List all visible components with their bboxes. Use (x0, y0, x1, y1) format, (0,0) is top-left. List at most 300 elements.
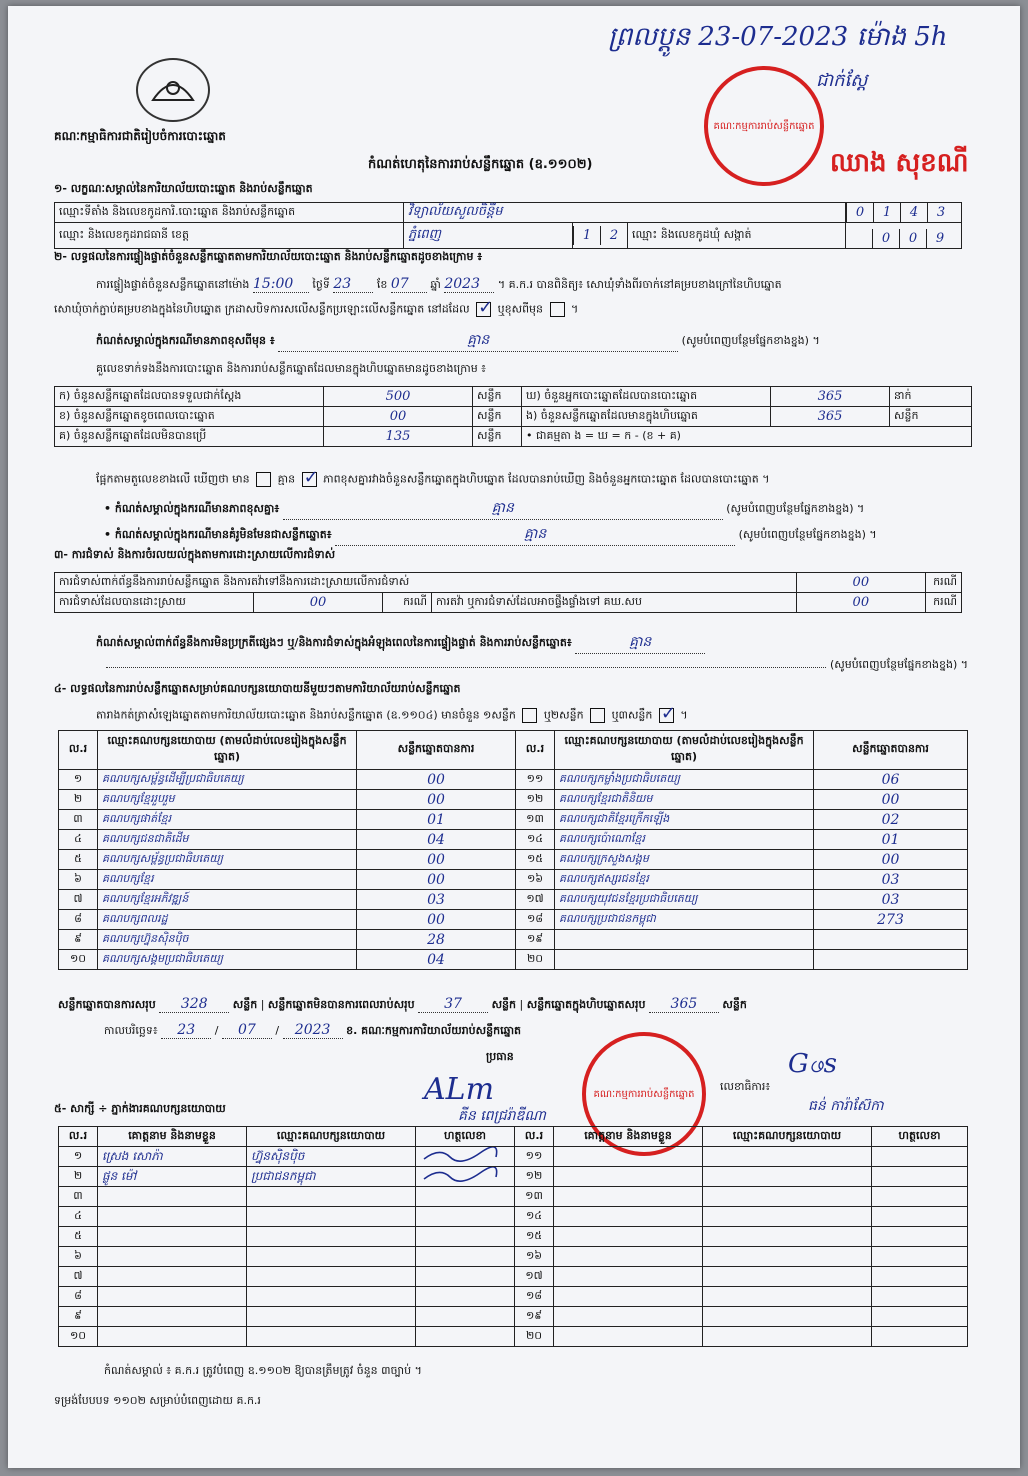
party-name: គណបក្សសម្ព័ន្ធប្រជាធិបតេយ្យ (98, 850, 357, 870)
row-number: ៥ (59, 850, 98, 870)
col-party: ឈ្មោះគណបក្សនយោបាយ (តាមលំដាប់លេខរៀងក្នុងសន្លឹកឆ្នោត) (555, 731, 814, 770)
figures-intro: គួលេខទាក់ទងនឹងការបោះឆ្នោត និងការរាប់សន្លឹកឆ្នោតដែលមានក្នុងហិបឆ្នោតមានដូចខាងក្រោម ៖ (96, 362, 487, 375)
row-number: ២០ (516, 950, 555, 970)
agent-party (703, 1207, 872, 1227)
row-number: ១៣ (515, 1187, 554, 1207)
agent-party (247, 1227, 416, 1247)
unit: សន្លឹក (473, 387, 522, 407)
footnote: កំណត់សម្គាល់ ៖ គ.ក.រ ត្រូវបំពេញ ឧ.១១០២ ឱ្យបានត្រឹមត្រូវ ចំនួន ៣ច្បាប់ ។ (104, 1364, 422, 1377)
agent-party (247, 1307, 416, 1327)
agent-name (554, 1267, 703, 1287)
party-name: គណបក្សខ្មែររួបរួម (98, 790, 357, 810)
col-name: គោត្តនាម និងនាមខ្លួន (554, 1127, 703, 1147)
changed-checkbox[interactable] (550, 302, 565, 317)
code-digit: 1 (873, 203, 900, 222)
unit: ករណី (925, 593, 961, 613)
fill-back-hint: (សូមបំពេញបន្ថែមផ្នែកខាងខ្នង) ។ (681, 334, 820, 347)
row-number: ១០ (59, 950, 98, 970)
col-votes: សន្លឹកឆ្នោតបានការ (357, 731, 516, 770)
note3-value: គ្មាន (335, 524, 735, 546)
agent-party (247, 1187, 416, 1207)
agent-party (703, 1227, 872, 1247)
row-number: ៣ (59, 1187, 98, 1207)
seal-text: សោឃុំចាក់ភ្ជាប់គម្របខាងក្នុងនៃហិបឆ្នោត ក្រដាសបិទការសលើសន្លឹកប្រឡោះលើសន្លឹកឆ្នោត នៅដដែល (54, 302, 470, 316)
verification-line (96, 276, 976, 294)
vote-count: 01 (814, 830, 968, 850)
party-name: គណបក្សក្រសួងសង្គម (555, 850, 814, 870)
note2-line (104, 498, 864, 520)
row-number: ៦ (59, 1247, 98, 1267)
row-number: ៨ (59, 910, 98, 930)
table-row (59, 830, 968, 850)
table-row (59, 1227, 968, 1247)
code-digit: 1 (573, 226, 600, 245)
row-number: ១៨ (515, 1287, 554, 1307)
totals-line: សន្លឹកឆ្នោតបានការសរុប 328 សន្លឹក | សន្លឹកឆ្នោតមិនបានការពេលរាប់សរុប 37 សន្លឹក | សន្លឹកឆ្នោតក្នុងហិបឆ្នោតសរុប 365 សន្លឹក (58, 996, 747, 1012)
year-value: 2023 (444, 276, 494, 293)
col-no: ល.រ (516, 731, 555, 770)
code-digit: 4 (900, 203, 927, 222)
table-row (59, 890, 968, 910)
row-number: ១៣ (516, 810, 555, 830)
row-number: ១៩ (515, 1307, 554, 1327)
no-difference-checkbox[interactable] (302, 472, 317, 487)
col-votes: សន្លឹកឆ្នោតបានការ (814, 731, 968, 770)
code-digit: 3 (927, 203, 954, 222)
official-stamp-top (704, 66, 824, 186)
party-name: គណបក្សខ្មែរអភិវឌ្ឍន៍ (98, 890, 357, 910)
comparison-line (96, 472, 976, 489)
agent-name (554, 1167, 703, 1187)
month-value: 07 (391, 276, 427, 293)
party-name: គណបក្សជនជាតិដើម (98, 830, 357, 850)
row-number: ១២ (515, 1167, 554, 1187)
province-code (573, 223, 628, 249)
agent-party: ហ្វ៊ុនស៊ិនប៉ិច (247, 1147, 416, 1167)
section1-table (54, 202, 962, 249)
table-row (59, 1307, 968, 1327)
agent-signature (416, 1227, 515, 1247)
difference-note-line (96, 330, 976, 352)
vote-count: 03 (814, 890, 968, 910)
party-name: គណបក្សពលរដ្ឋ (98, 910, 357, 930)
row-number: ៨ (59, 1287, 98, 1307)
agent-party (247, 1287, 416, 1307)
year-label: ឆ្នាំ (430, 278, 441, 291)
verification-text: ការផ្ទៀងផ្ទាត់ចំនួនសន្លឹកឆ្នោតនៅម៉ោង (96, 278, 250, 291)
agent-party (703, 1307, 872, 1327)
party-results-table (58, 730, 968, 970)
ballots-in-box-label: ង) ចំនួនសន្លឹកឆ្នោតដែលមានក្នុងហិបឆ្នោត (522, 407, 771, 427)
nec-emblem-icon (136, 58, 210, 122)
row-number: ១៤ (516, 830, 555, 850)
agent-signature (872, 1187, 968, 1207)
vote-count: 00 (357, 910, 516, 930)
stamp-text: គណៈកម្មការរាប់សន្លឹកឆ្នោត (713, 120, 815, 132)
party-name: គណបក្សសម្ព័ន្ធដើម្បីប្រជាធិបតេយ្យ (98, 770, 357, 790)
objections-table (54, 572, 962, 613)
date-year: 2023 (283, 1022, 343, 1039)
agent-party (247, 1247, 416, 1267)
section2-title: ២- លទ្ធផលនៃការផ្ទៀងផ្ទាត់ចំនួនសន្លឹកឆ្នោតតាមការិយាល័យបោះឆ្នោត និងរាប់សន្លឹកឆ្នោតដូចខាងក្រោម ៖ (54, 250, 483, 263)
agent-party (703, 1167, 872, 1187)
agent-party (703, 1247, 872, 1267)
agent-party (247, 1207, 416, 1227)
agent-signature (416, 1187, 515, 1207)
total-valid-value: 328 (159, 996, 229, 1013)
spoiled-ballots-value: 00 (324, 407, 473, 427)
agent-name (554, 1227, 703, 1247)
table-row (59, 1147, 968, 1167)
agent-party (703, 1147, 872, 1167)
table-row (59, 1267, 968, 1287)
appeals-label: ការតវ៉ា ឬការជំទាស់ដែលអាចផ្ទឹងផ្ទាំងទៅ គឃ.សប (432, 593, 797, 613)
resolved-label: ការជំទាស់ដែលបានដោះស្រាយ (55, 593, 254, 613)
objections-value: 00 (796, 573, 925, 593)
row-number: ១៥ (515, 1227, 554, 1247)
total-box-label: សន្លឹកឆ្នោតក្នុងហិបឆ្នោតសរុប (526, 998, 646, 1011)
vote-count: 06 (814, 770, 968, 790)
voters-value: 365 (771, 387, 890, 407)
row-number: ១៦ (515, 1247, 554, 1267)
table-row (59, 910, 968, 930)
party-name (555, 930, 814, 950)
agent-name (98, 1187, 247, 1207)
row-number: ៩ (59, 1307, 98, 1327)
spoiled-ballots-label: ខ) ចំនួនសន្លឹកឆ្នោតខូចពេលបោះឆ្នោត (55, 407, 324, 427)
table-row (59, 1327, 968, 1347)
date-label: កាលបរិច្ឆេទ៖ (104, 1024, 158, 1037)
agent-name: ផ្លូន ម៉ៅ (98, 1167, 247, 1187)
secretary-signature: Gဖs (788, 1049, 837, 1079)
unit: សន្លឹក (722, 998, 747, 1011)
agent-name (554, 1307, 703, 1327)
agent-signature (416, 1207, 515, 1227)
agent-signature (872, 1287, 968, 1307)
row-number: ១៦ (516, 870, 555, 890)
two-sheets-checkbox[interactable] (590, 708, 605, 723)
section3-title: ៣- ការជំទាស់ និងការចំរលយល់ក្នុងតាមការដោះស្រាយលើការជំទាស់ (54, 548, 336, 561)
agent-name (98, 1247, 247, 1267)
party-name: គណបក្សខ្មែរ (98, 870, 357, 890)
three-sheets-label: ឬ៣សន្លឹក (611, 708, 653, 722)
unit: សន្លឹក (473, 427, 522, 447)
col-party: ឈ្មោះគណបក្សនយោបាយ (703, 1127, 872, 1147)
code-digit: 2 (600, 226, 627, 245)
agent-signature (416, 1247, 515, 1267)
agent-name (98, 1307, 247, 1327)
row-number: ១៤ (515, 1207, 554, 1227)
voters-label: ឃ) ចំនួនអ្នកបោះឆ្នោតដែលបានបោះឆ្នោត (522, 387, 771, 407)
col-party: ឈ្មោះគណបក្សនយោបាយ (247, 1127, 416, 1147)
agent-signature (416, 1307, 515, 1327)
table-row (59, 1287, 968, 1307)
agent-signature (872, 1307, 968, 1327)
vote-count: 00 (814, 790, 968, 810)
vote-count: 02 (814, 810, 968, 830)
party-name: គណបក្សជាតិខ្មែរក្រើកឡើង (555, 810, 814, 830)
code-digit: 0 (846, 203, 873, 222)
agent-signature (872, 1227, 968, 1247)
comparison-text: ផ្អែកតាមតួលេខខាងលើ ឃើញថា មាន (96, 472, 250, 486)
handwritten-sub-note: ជាក់ស្ដែ (816, 70, 868, 91)
section1-title: ១- លក្ខណៈសម្គាល់នៃការិយាល័យបោះឆ្នោត និងរាប់សន្លឹកឆ្នោត (54, 182, 313, 195)
row-number: ៩ (59, 930, 98, 950)
day-label: ថ្ងៃទី (312, 278, 330, 291)
agent-signature (872, 1147, 968, 1167)
signing-date-line: កាលបរិច្ឆេទ៖ 23 / 07 / 2023 ខ. គណៈកម្មការការិយាល័យរាប់សន្លឹកឆ្នោត (104, 1022, 522, 1038)
unit: ករណី (925, 573, 961, 593)
agent-name (98, 1287, 247, 1307)
table-row (59, 810, 968, 830)
seal-line: សោឃុំចាក់ភ្ជាប់គម្របខាងក្នុងនៃហិបឆ្នោត ក្រដាសបិទការសលើសន្លឹកប្រឡោះលើសន្លឹកឆ្នោត នៅដដែល ✓ ឬខុសពីមុន ។ (54, 302, 578, 319)
fill-back-hint: (សូមបំពេញបន្ថែមផ្នែកខាងខ្នង) ។ (738, 528, 877, 541)
vote-count: 00 (357, 790, 516, 810)
row-number: ១ (59, 770, 98, 790)
received-ballots-value: 500 (324, 387, 473, 407)
vote-count: 00 (814, 850, 968, 870)
agent-party (247, 1267, 416, 1287)
vote-count: 273 (814, 910, 968, 930)
commune-label: ឈ្មោះ និងលេខកូដឃុំ សង្កាត់ (628, 223, 846, 249)
row-number: ១៨ (516, 910, 555, 930)
col-signature: ហត្ថលេខា (416, 1127, 515, 1147)
province-value: ភ្នំពេញ (404, 223, 573, 249)
fill-back-hint-line (54, 658, 968, 674)
col-name: គោត្តនាម និងនាមខ្លួន (98, 1127, 247, 1147)
chair-label: ប្រធាន (486, 1050, 514, 1063)
party-agents-table (58, 1126, 968, 1347)
note2-label: • កំណត់សម្គាល់ក្នុងករណីមានភាពខុសគ្នា៖ (104, 502, 280, 515)
unit: ករណី (383, 593, 432, 613)
vote-count: 00 (357, 870, 516, 890)
vote-count: 28 (357, 930, 516, 950)
party-name: គណបក្សកម្លាំងប្រជាធិបតេយ្យ (555, 770, 814, 790)
row-number: ៤ (59, 830, 98, 850)
note3-line (104, 524, 877, 546)
objections-label: ការជំទាស់ពាក់ព័ន្ធនឹងការរាប់សន្លឹកឆ្នោត និងការតវ៉ាទៅនឹងការដោះស្រាយលើការជំទាស់ (55, 573, 797, 593)
location-label: ឈ្មោះទីតាំង និងលេខកូដការិ.បោះឆ្នោត និងរាប់សន្លឹកឆ្នោត (55, 203, 404, 223)
note2-value: គ្មាន (283, 498, 723, 520)
ballots-in-box-value: 365 (771, 407, 890, 427)
agent-signature (416, 1327, 515, 1347)
difference-note-label: កំណត់សម្គាល់ក្នុងករណីមានភាពខុសពីមុន ៖ (96, 334, 275, 347)
col-no: ល.រ (59, 731, 98, 770)
chair-signature: ALm (424, 1072, 495, 1107)
table-row (59, 950, 968, 970)
col-no: ល.រ (515, 1127, 554, 1147)
fill-back-hint: (សូមបំពេញបន្ថែមផ្នែកខាងខ្នង) ។ (829, 658, 968, 671)
agent-name (554, 1287, 703, 1307)
tally-sheet-text: តារាងកត់ត្រាសំឡេងឆ្នោតតាមការិយាល័យបោះឆ្នោត និងរាប់សន្លឹកឆ្នោត (ឧ.១១០៤) មានចំនួន ១សន្លឹក (96, 708, 516, 722)
unused-ballots-value: 135 (324, 427, 473, 447)
stamp-text: គណៈកម្មការរាប់សន្លឹកឆ្នោត (593, 1088, 695, 1100)
organization-name: គណៈកម្មាធិការជាតិរៀបចំការបោះឆ្នោត (54, 129, 226, 143)
handwritten-receipt-note: ព្រលប្ដូន 23-07-2023 ម៉ោង 5h (608, 22, 948, 52)
resolved-value: 00 (254, 593, 383, 613)
vote-count (814, 950, 968, 970)
row-number: ៥ (59, 1227, 98, 1247)
unit: សន្លឹក (473, 407, 522, 427)
two-sheets-label: ឬ២សន្លឹក (543, 708, 584, 722)
party-name: គណបក្សប៉ោណោខ្មែរ (555, 830, 814, 850)
party-name (555, 950, 814, 970)
day-value: 23 (333, 276, 373, 293)
fill-back-hint: (សូមបំពេញបន្ថែមផ្នែកខាងខ្នង) ។ (726, 502, 865, 515)
month-label: ខែ (376, 278, 388, 291)
agent-signature (872, 1267, 968, 1287)
vote-count: 04 (357, 830, 516, 850)
vote-count (814, 930, 968, 950)
time-value: 15:00 (253, 276, 309, 293)
agent-name (98, 1207, 247, 1227)
agent-party (703, 1267, 872, 1287)
tally-sheet-line: តារាងកត់ត្រាសំឡេងឆ្នោតតាមការិយាល័យបោះឆ្នោត និងរាប់សន្លឹកឆ្នោត (ឧ.១១០៤) មានចំនួន ១សន្លឹក ឬ២សន្លឹក ឬ៣សន្លឹក ✓ ។ (96, 708, 688, 725)
agent-signature (872, 1167, 968, 1187)
table-row (59, 1187, 968, 1207)
table-row (59, 790, 968, 810)
verification-text-2: ។ គ.ក.រ បានពិនិត្យ៖ សោឃុំទាំងពីរចាក់នៅគម្របខាងក្រៅនៃហិបឆ្នោត (497, 278, 782, 291)
formula: • ជាគម្មតា ង = ឃ = ក - (ខ + គ) (522, 427, 972, 447)
agent-signature (416, 1167, 515, 1187)
code-digit: 0 (872, 229, 899, 248)
party-name: គណបក្សសង្គមប្រជាធិបតេយ្យ (98, 950, 357, 970)
total-invalid-label: សន្លឹកឆ្នោតមិនបានការពេលរាប់សរុប (267, 998, 415, 1011)
unit: សន្លឹក (232, 998, 258, 1011)
agent-signature (872, 1247, 968, 1267)
agent-party (703, 1287, 872, 1307)
unit: សន្លឹក (890, 407, 972, 427)
total-valid-label: សន្លឹកឆ្នោតបានការសរុប (58, 998, 156, 1011)
none-label: គ្មាន (277, 472, 296, 486)
section4-title: ៤- លទ្ធផលនៃការរាប់សន្លឹកឆ្នោតសម្រាប់គណបក្សនយោបាយនីមួយៗតាមការិយាល័យរាប់សន្លឹកឆ្នោត (54, 682, 461, 695)
row-number: ២០ (515, 1327, 554, 1347)
agent-signature (416, 1147, 515, 1167)
table-row (59, 1207, 968, 1227)
table-row (59, 930, 968, 950)
total-box-value: 365 (649, 996, 719, 1013)
vote-count: 03 (357, 890, 516, 910)
agent-name (554, 1327, 703, 1347)
party-name: គណបក្សប្រជាជនកម្ពុជា (555, 910, 814, 930)
form-footer: ទម្រង់បែបបទ ១១០២ សម្រាប់បំពេញដោយ គ.ក.រ (54, 1394, 261, 1407)
irregularities-label: កំណត់សម្គាល់ពាក់ព័ន្ធនឹងការមិនប្រក្រតីផ្សេងៗ ឬ/និងការជំទាស់ក្នុងអំឡុងពេលនៃការផ្ទៀងផ្ទាត់ និងការរាប់សន្លឹកឆ្នោត៖ (96, 636, 572, 649)
party-name: គណបក្សខ្មែរជាតិនិយម (555, 790, 814, 810)
signature-scribble (420, 1167, 500, 1183)
agent-name (554, 1147, 703, 1167)
agent-name: ស្រេង សោភ៉ា (98, 1147, 247, 1167)
table-row (59, 1247, 968, 1267)
ballot-count-form (8, 6, 1020, 1468)
row-number: ១០ (59, 1327, 98, 1347)
chair-name: គីន ពេជ្ររ៉ាឌីណា (458, 1108, 546, 1124)
location-code (846, 203, 962, 223)
agent-name (98, 1327, 247, 1347)
total-invalid-value: 37 (418, 996, 488, 1013)
vote-count: 00 (357, 850, 516, 870)
agent-party (703, 1187, 872, 1207)
figures-table (54, 386, 972, 447)
row-number: ៤ (59, 1207, 98, 1227)
row-number: ១៥ (516, 850, 555, 870)
date-month: 07 (222, 1022, 272, 1039)
unused-ballots-label: គ) ចំនួនសន្លឹកឆ្នោតដែលមិនបានប្រើ (55, 427, 324, 447)
row-number: ១២ (516, 790, 555, 810)
row-number: ១៩ (516, 930, 555, 950)
row-number: ១១ (516, 770, 555, 790)
row-number: ៣ (59, 810, 98, 830)
row-number: ២ (59, 1167, 98, 1187)
row-number: ២ (59, 790, 98, 810)
irregularities-note (96, 632, 705, 654)
row-number: ៧ (59, 890, 98, 910)
table-row (59, 870, 968, 890)
table-row (59, 770, 968, 790)
note3-label: • កំណត់សម្គាល់ក្នុងករណីមានគំរូមិនមែនជាសន្លឹកឆ្នោត៖ (104, 528, 332, 541)
code-digit: 0 (899, 229, 926, 248)
row-number: ៦ (59, 870, 98, 890)
row-number: ១៧ (515, 1267, 554, 1287)
vote-count: 00 (357, 770, 516, 790)
one-sheet-checkbox[interactable] (522, 708, 537, 723)
appeals-value: 00 (796, 593, 925, 613)
table-row (59, 850, 968, 870)
changed-label: ឬខុសពីមុន (497, 302, 544, 316)
commune-code (846, 223, 962, 249)
row-number: ១ (59, 1147, 98, 1167)
col-party: ឈ្មោះគណបក្សនយោបាយ (តាមលំដាប់លេខរៀងក្នុងសន្លឹកឆ្នោត) (98, 731, 357, 770)
col-signature: ហត្ថលេខា (872, 1127, 968, 1147)
party-name: គណបក្សផាត់ខ្មែរ (98, 810, 357, 830)
code-digit: 9 (926, 229, 953, 248)
agent-party: ប្រជាជនកម្ពុជា (247, 1167, 416, 1187)
agent-party (703, 1327, 872, 1347)
agent-signature (416, 1267, 515, 1287)
row-number: ១១ (515, 1147, 554, 1167)
agent-party (247, 1327, 416, 1347)
difference-note-value: គ្មាន (278, 330, 678, 352)
agent-signature (416, 1287, 515, 1307)
secretary-name: ធន់ ការ៉ាស៊ែកា (808, 1098, 884, 1114)
committee-label: ខ. គណៈកម្មការការិយាល័យរាប់សន្លឹកឆ្នោត (346, 1024, 522, 1037)
signature-scribble (420, 1147, 500, 1163)
has-difference-checkbox[interactable] (256, 472, 271, 487)
irregularities-value: គ្មាន (575, 632, 705, 654)
red-handwritten-name: ឈាង សុខណី (830, 148, 969, 178)
location-value: វិទ្យាល័យសួលចិន្ដីម (404, 203, 846, 223)
row-number: ៧ (59, 1267, 98, 1287)
agent-signature (872, 1327, 968, 1347)
party-name: គណបក្សហ្វ៊ុនស៊ិនប៉ិច (98, 930, 357, 950)
section5-title: ៥- សាក្សី ÷ ភ្នាក់ងារគណបក្សនយោបាយ (54, 1102, 226, 1115)
province-label: ឈ្មោះ និងលេខកូដរាជធានី ខេត្ត (55, 223, 404, 249)
secretary-label: លេខាធិការ៖ (720, 1080, 771, 1093)
agent-name (98, 1227, 247, 1247)
row-number: ១៧ (516, 890, 555, 910)
date-day: 23 (161, 1022, 211, 1039)
agent-name (554, 1187, 703, 1207)
party-name: គណបក្សយុវជនខ្មែរប្រជាធិបតេយ្យ (555, 890, 814, 910)
unchanged-checkbox[interactable] (476, 302, 491, 317)
unit: នាក់ (890, 387, 972, 407)
agent-name (554, 1207, 703, 1227)
three-sheets-checkbox[interactable] (659, 708, 674, 723)
unit: សន្លឹក (491, 998, 517, 1011)
form-title: កំណត់ហេតុនៃការរាប់សន្លឹកឆ្នោត (ឧ.១១០២) (368, 157, 593, 172)
received-ballots-label: ក) ចំនួនសន្លឹកឆ្នោតដែលបានទទួលជាក់ស្ដែង (55, 387, 324, 407)
agent-name (98, 1267, 247, 1287)
vote-count: 04 (357, 950, 516, 970)
